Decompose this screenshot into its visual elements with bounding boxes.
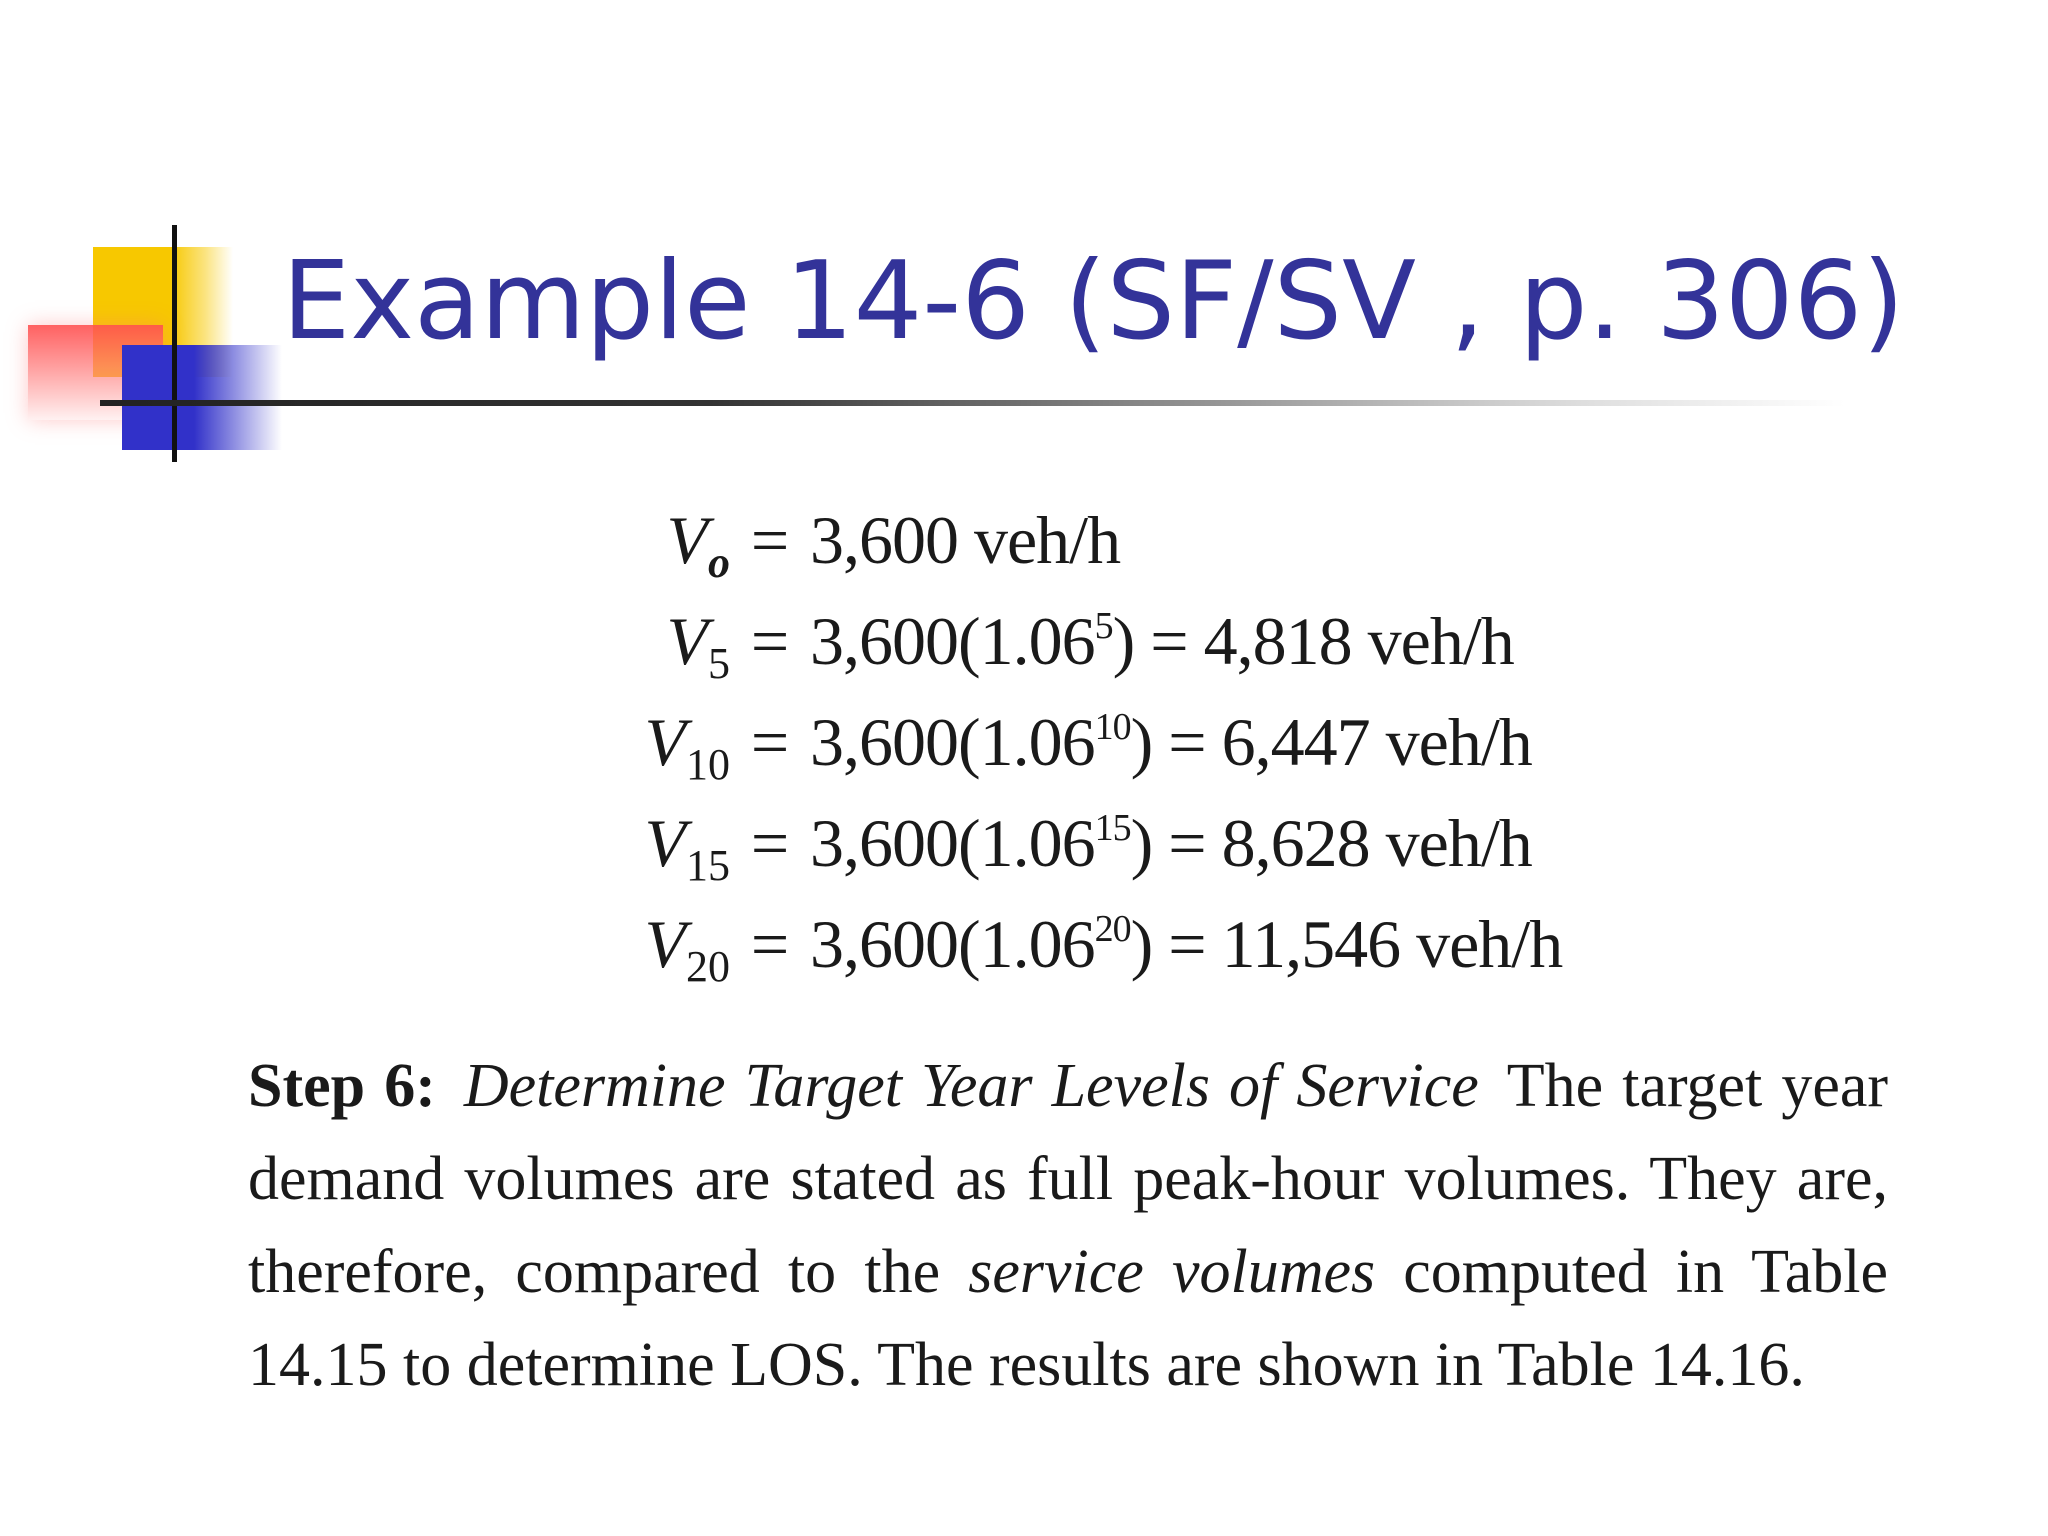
step-text: computed in Table 14.15 to determine LOS. The results are shown in Table 14.16. xyxy=(248,1238,1888,1399)
equation-block xyxy=(600,490,1700,995)
equation-row xyxy=(600,894,1700,995)
equation-row xyxy=(600,692,1700,793)
logo-blue-square xyxy=(122,345,282,450)
equation-value: $3,600(1.06^{15}) = 8,628$ veh/h xyxy=(810,805,1532,881)
equation-variable: $V_{10}$ xyxy=(644,704,730,789)
equals-sign: = xyxy=(750,502,790,578)
equation-variable: $V_{20}$ xyxy=(644,906,730,991)
equation-row xyxy=(600,490,1700,591)
equals-sign: = xyxy=(750,603,790,679)
slide-title: Example 14-6 (SF/SV , p. 306) xyxy=(282,239,1905,364)
equals-sign: = xyxy=(750,805,790,881)
step-text: The target year demand volumes are stated as full peak-hour volumes. They are, therefore, compared to the xyxy=(248,1052,1889,1306)
equation-row xyxy=(600,591,1700,692)
equals-sign: = xyxy=(750,906,790,982)
equation-value: $3,600(1.06^{10}) = 6,447$ veh/h xyxy=(810,704,1532,780)
equation-variable: $V_5$ xyxy=(666,603,730,688)
step-paragraph xyxy=(248,1040,1888,1412)
equation-value: 3,600 veh/h xyxy=(810,502,1121,578)
equation-variable: $V_{15}$ xyxy=(644,805,730,890)
equation-variable: $V_o$ xyxy=(666,502,730,587)
equals-sign: = xyxy=(750,704,790,780)
equation-row xyxy=(600,793,1700,894)
step-heading: Determine Target Year Levels of Service xyxy=(463,1052,1479,1120)
step-text-italic: service volumes xyxy=(968,1238,1376,1306)
step-label: Step 6: xyxy=(248,1052,436,1120)
equation-value: $3,600(1.06^{20}) = 11,546$ veh/h xyxy=(810,906,1563,982)
equation-value: $3,600(1.06^5) = 4,818$ veh/h xyxy=(810,603,1514,679)
title-underline xyxy=(100,400,1845,406)
logo-vertical-line xyxy=(172,225,177,462)
